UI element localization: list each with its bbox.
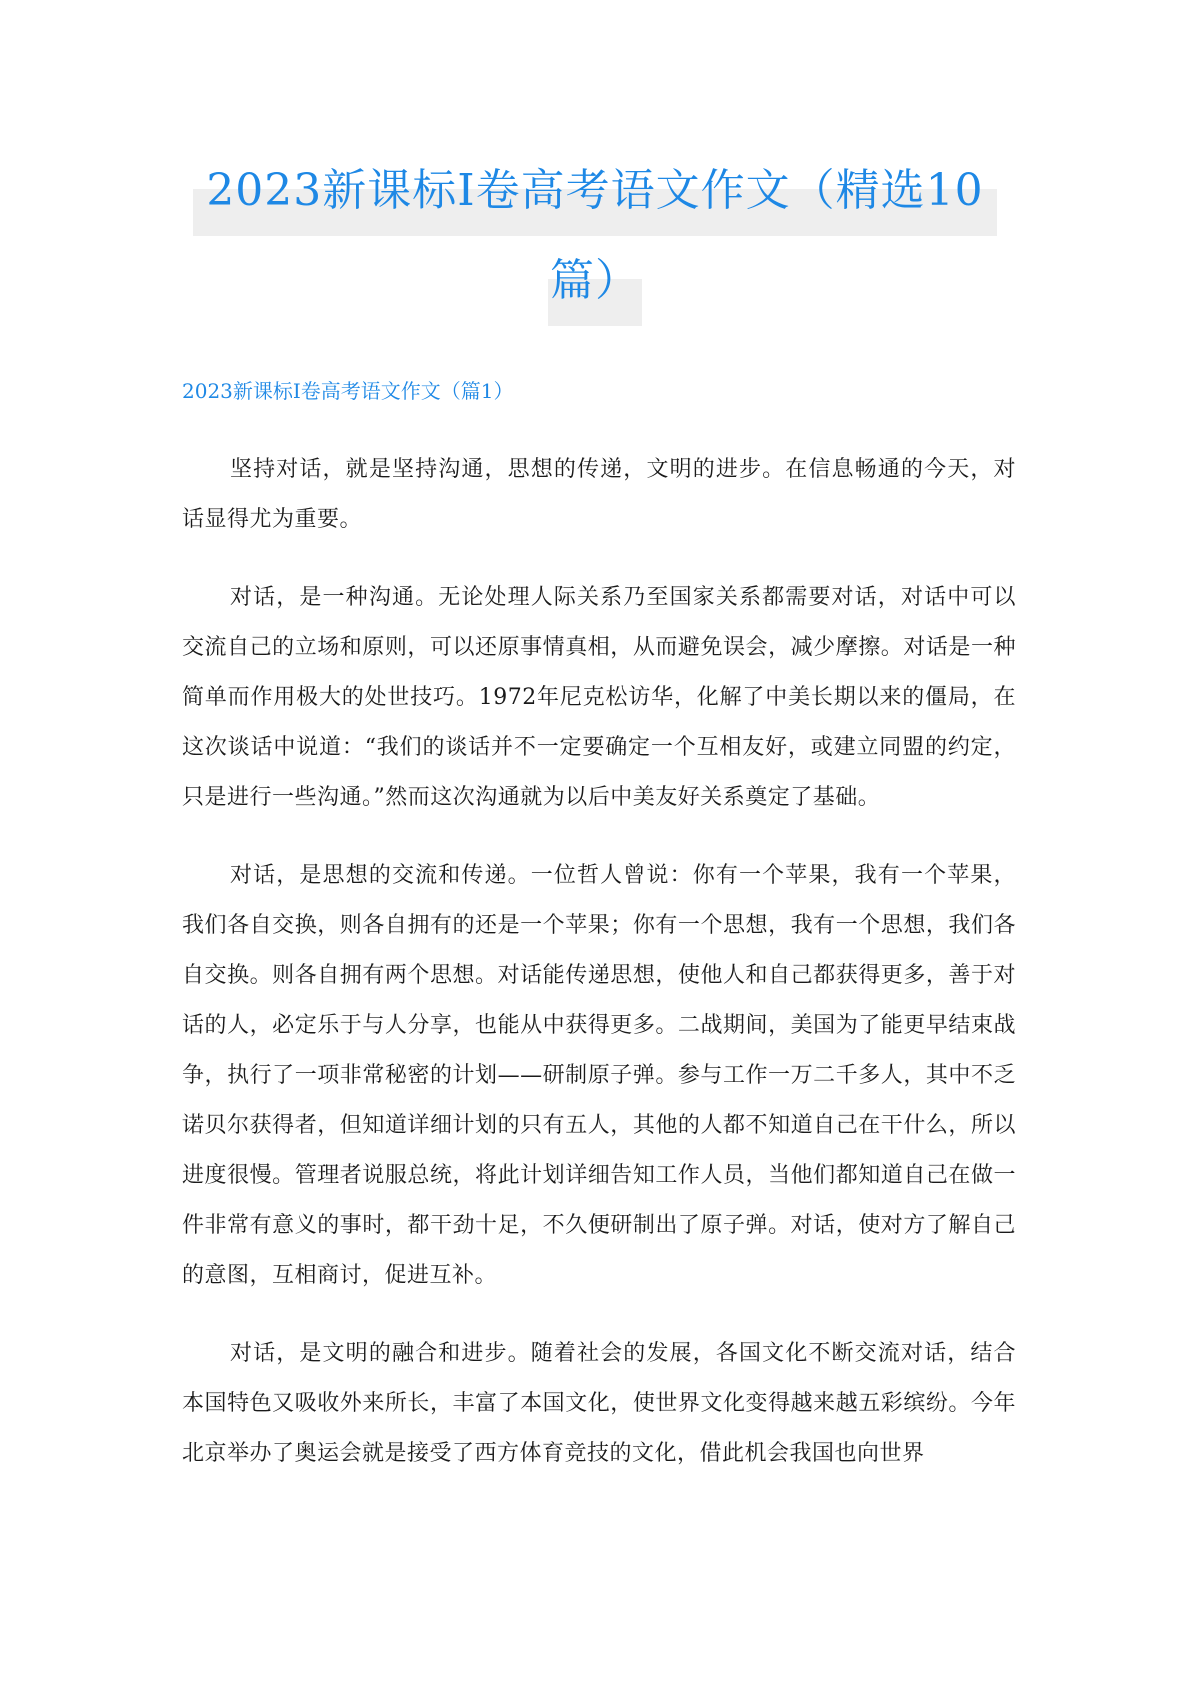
- section-heading: 2023新课标Ⅰ卷高考语文作文（篇1）: [182, 379, 514, 403]
- paragraph-4: 对话，是文明的融合和进步。随着社会的发展，各国文化不断交流对话，结合本国特色又吸收外来所长，丰富了本国文化，使世界文化变得越来越五彩缤纷。今年北京举办了奥运会就是接受了西方体育竞技的文化，借此机会我国也向世界: [182, 1341, 1016, 1466]
- paragraph-3: 对话，是思想的交流和传递。一位哲人曾说：你有一个苹果，我有一个苹果，我们各自交换，则各自拥有的还是一个苹果；你有一个思想，我有一个思想，我们各自交换。则各自拥有两个思想。对话能传递思想，使他人和自己都获得更多，善于对话的人，必定乐于与人分享，也能从中获得更多。二战期间，美国为了能更早结束战争，执行了一项非常秘密的计划——研制原子弹。参与工作一万二千多人，其中不乏诺贝尔获得者，但知道详细计划的只有五人，其他的人都不知道自己在干什么，所以进度很慢。管理者说服总统，将此计划详细告知工作人员，当他们都知道自己在做一件非常有意义的事时，都干劲十足，不久便研制出了原子弹。对话，使对方了解自己的意图，互相商讨，促进互补。: [182, 863, 1016, 1288]
- article-body: [182, 445, 1016, 1507]
- title-line-1: 2023新课标Ⅰ卷高考语文作文（精选10: [193, 146, 997, 236]
- document-title: [180, 146, 1010, 326]
- title-line-2: 篇）: [548, 236, 642, 326]
- paragraph-2: 对话，是一种沟通。无论处理人际关系乃至国家关系都需要对话，对话中可以交流自己的立场和原则，可以还原事情真相，从而避免误会，减少摩擦。对话是一种简单而作用极大的处世技巧。1972年尼克松访华，化解了中美长期以来的僵局，在这次谈话中说道：“我们的谈话并不一定要确定一个互相友好，或建立同盟的约定，只是进行一些沟通。”然而这次沟通就为以后中美友好关系奠定了基础。: [182, 585, 1016, 810]
- paragraph-1: 坚持对话，就是坚持沟通，思想的传递，文明的进步。在信息畅通的今天，对话显得尤为重要。: [182, 457, 1016, 532]
